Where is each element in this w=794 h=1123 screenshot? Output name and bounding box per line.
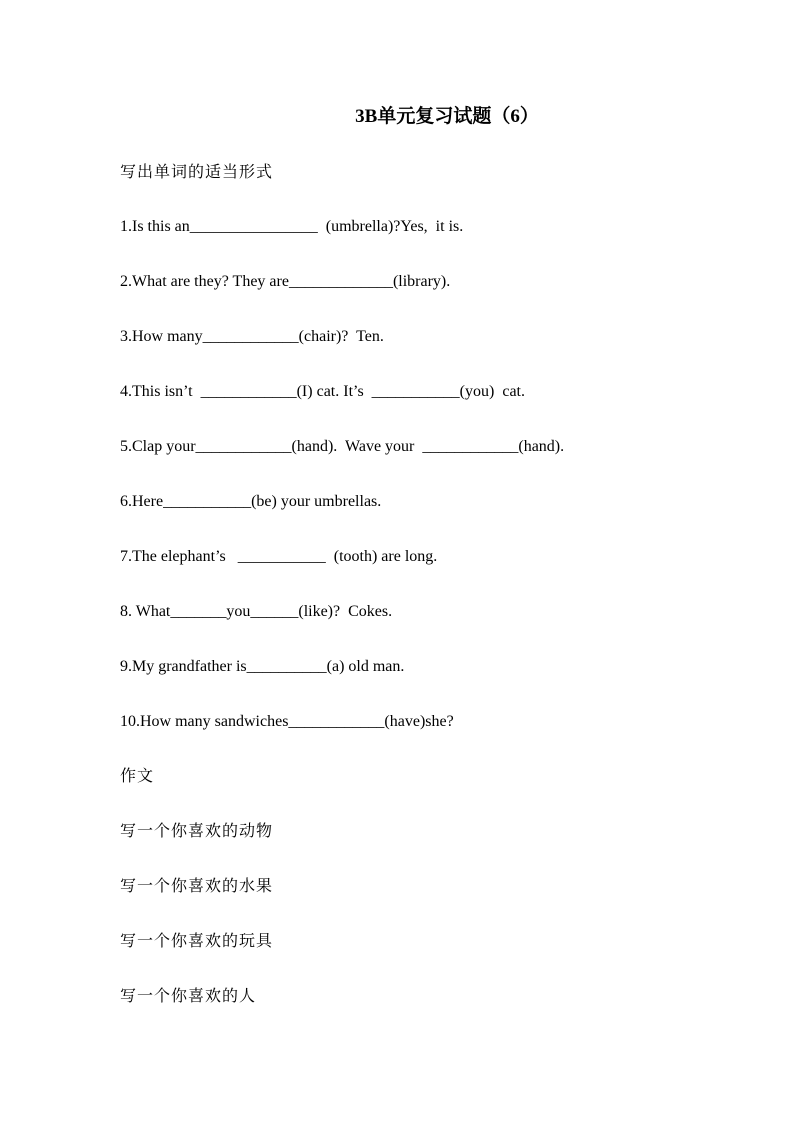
question-5: 5.Clap your____________(hand). Wave your ____________(hand). [120, 438, 565, 455]
section-heading-word-forms: 写出单词的适当形式 [120, 162, 274, 181]
question-7: 7.The elephant’s ___________ (tooth) are long. [120, 548, 438, 565]
writing-prompt-animal: 写一个你喜欢的动物 [120, 821, 274, 840]
writing-prompt-fruit: 写一个你喜欢的水果 [120, 876, 274, 895]
question-6: 6.Here___________(be) your umbrellas. [120, 493, 382, 510]
section-heading-composition: 作文 [120, 766, 155, 785]
question-4: 4.This isn’t ____________(I) cat. It’s ___________(you) cat. [120, 383, 525, 400]
question-2: 2.What are they? They are_____________(library). [120, 273, 451, 290]
question-10: 10.How many sandwiches____________(have)she? [120, 713, 454, 730]
question-1: 1.Is this an________________ (umbrella)?Yes, it is. [120, 218, 464, 235]
question-9: 9.My grandfather is__________(a) old man. [120, 658, 405, 675]
writing-prompt-toy: 写一个你喜欢的玩具 [120, 931, 274, 950]
question-3: 3.How many____________(chair)? Ten. [120, 328, 384, 345]
page-title: 3B单元复习试题（6） [355, 106, 539, 127]
question-8: 8. What_______you______(like)? Cokes. [120, 603, 393, 620]
writing-prompt-person: 写一个你喜欢的人 [120, 986, 257, 1005]
